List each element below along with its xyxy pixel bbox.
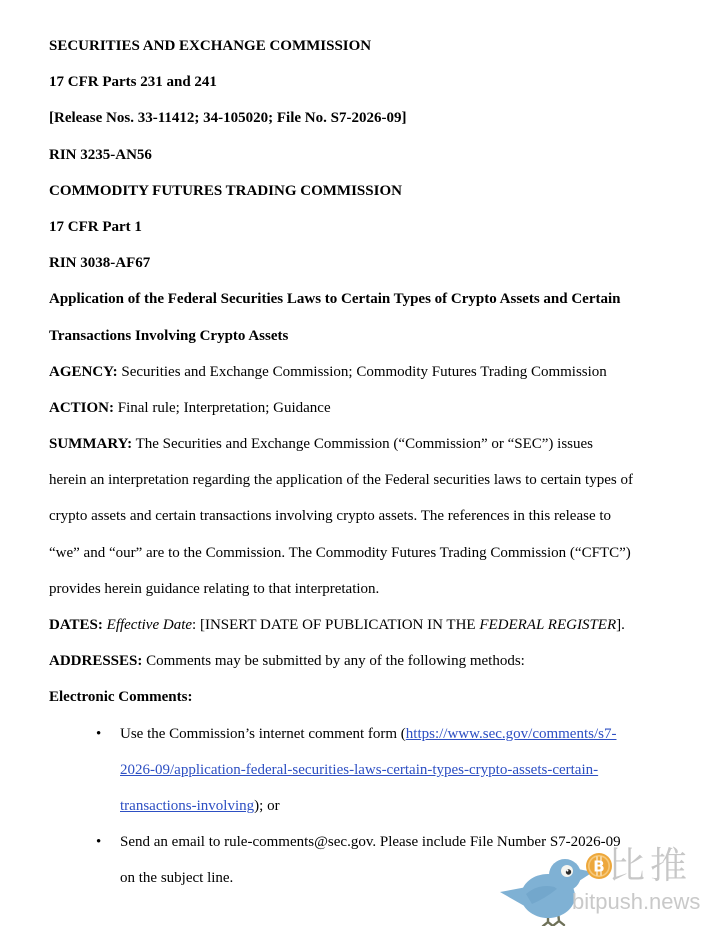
bullet-item-comment-form-line-1: [49, 716, 679, 752]
email-instruction-text-1: Send an email to rule-comments@sec.gov. Please include File Number S7-2026-09: [120, 834, 621, 851]
rin-sec-line: RIN 3235-AN56: [49, 146, 152, 163]
dates-text-end: ].: [616, 617, 625, 633]
document-title-line-1: Application of the Federal Securities Laws to Certain Types of Crypto Assets and Certain: [49, 291, 621, 308]
action-label: ACTION:: [49, 399, 115, 416]
summary-line-1: [49, 426, 679, 462]
cftc-heading: COMMODITY FUTURES TRADING COMMISSION: [49, 182, 402, 199]
dates-text-mid: : [INSERT DATE OF PUBLICATION IN THE: [192, 617, 480, 633]
sec-comment-form-link-line-2[interactable]: 2026-09/application-federal-securities-laws-certain-types-crypto-assets-certain-: [120, 761, 599, 778]
dates-label: DATES:: [49, 617, 103, 633]
comment-form-text: Use the Commission’s internet comment form (: [120, 725, 406, 742]
cfr-part1-line: 17 CFR Part 1: [49, 218, 142, 235]
release-numbers-line: [Release Nos. 33-11412; 34-105020; File No. S7-2026-09]: [49, 110, 407, 127]
action-text: Final rule; Interpretation; Guidance: [114, 399, 331, 416]
bitcoin-letter: B: [593, 857, 605, 876]
bullet-item-comment-form-line-3: [49, 788, 679, 824]
agency-text: Securities and Exchange Commission; Commodity Futures Trading Commission: [117, 363, 607, 380]
document-content: [49, 28, 679, 897]
action-line: [49, 390, 679, 426]
email-instruction-text-2: on the subject line.: [120, 870, 234, 887]
summary-line-4: “we” and “our” are to the Commission. The Commodity Futures Trading Commission (“CFTC”): [49, 544, 631, 561]
addresses-label: ADDRESSES:: [49, 653, 143, 670]
summary-line-5: provides herein guidance relating to that interpretation.: [49, 580, 380, 597]
agency-label: AGENCY:: [49, 363, 118, 380]
addresses-line: [49, 643, 679, 679]
bullet-item-comment-form-line-2: [49, 752, 679, 788]
sec-commission-heading: SECURITIES AND EXCHANGE COMMISSION: [49, 38, 372, 54]
rin-cftc-line: RIN 3038-AF67: [49, 255, 151, 272]
summary-line-2: herein an interpretation regarding the application of the Federal securities laws to certain types of: [49, 472, 633, 489]
bitpush-chinese-name: 比推: [608, 844, 692, 887]
summary-text-1: The Securities and Exchange Commission (“Commission” or “SEC”) issues: [132, 436, 593, 453]
comment-form-text-end: ); or: [254, 797, 280, 814]
summary-line-3: crypto assets and certain transactions involving crypto assets. The references in this release to: [49, 508, 612, 525]
bitpush-domain-text: bitpush.news: [572, 889, 701, 914]
bullet-marker: •: [96, 834, 102, 851]
effective-date-label: Effective Date: [102, 617, 193, 633]
bullet-marker: •: [96, 725, 102, 742]
document-title-line-2: Transactions Involving Crypto Assets: [49, 327, 289, 344]
electronic-comments-heading: Electronic Comments:: [49, 689, 193, 706]
dates-line: [49, 607, 679, 643]
sec-comment-form-link-line-1[interactable]: https://www.sec.gov/comments/s7-: [405, 725, 617, 742]
sec-comment-form-link-line-3[interactable]: transactions-involving: [120, 797, 255, 814]
cfr-parts-line: 17 CFR Parts 231 and 241: [49, 74, 217, 91]
addresses-text: Comments may be submitted by any of the following methods:: [142, 653, 525, 670]
summary-label: SUMMARY:: [49, 436, 133, 453]
bitpush-logo: [498, 844, 701, 924]
agency-line: [49, 354, 679, 390]
federal-register-label: FEDERAL REGISTER: [479, 617, 617, 633]
